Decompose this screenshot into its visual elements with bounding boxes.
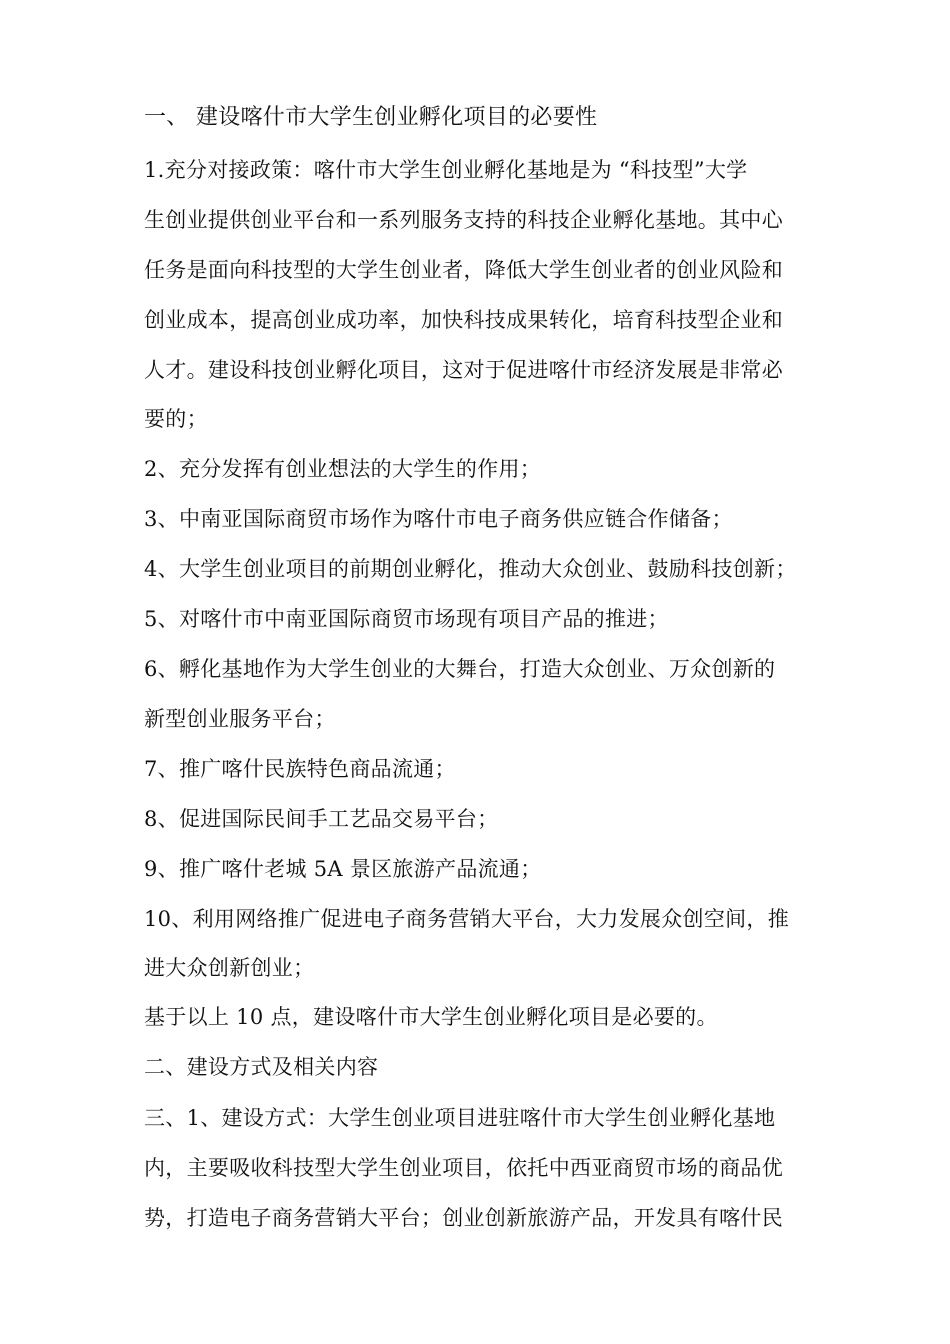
list-item-8: 8、促进国际民间手工艺品交易平台；	[144, 807, 499, 831]
section-heading-2: 二、建设方式及相关内容	[144, 1055, 379, 1079]
paragraph-line: 要的；	[144, 407, 208, 431]
paragraph-line: 人才。建设科技创业孵化项目，这对于促进喀什市经济发展是非常必	[144, 358, 783, 382]
paragraph-line: 生创业提供创业平台和一系列服务支持的科技企业孵化基地。其中心	[144, 208, 783, 232]
list-item-3: 3、中南亚国际商贸市场作为喀什市电子商务供应链合作储备；	[144, 507, 733, 531]
section-3-line: 势，打造电子商务营销大平台；创业创新旅游产品，开发具有喀什民	[144, 1206, 783, 1230]
list-item-9: 9、推广喀什老城 5A 景区旅游产品流通；	[144, 857, 542, 881]
list-item-10: 10、利用网络推广促进电子商务营销大平台，大力发展众创空间，推	[144, 907, 790, 931]
paragraph-line: 创业成本，提高创业成功率，加快科技成果转化，培育科技型企业和	[144, 308, 783, 332]
list-item-10-continued: 进大众创新创业；	[144, 956, 315, 980]
section-3-line: 三、1、建设方式：大学生创业项目进驻喀什市大学生创业孵化基地	[144, 1106, 776, 1130]
list-item-2: 2、充分发挥有创业想法的大学生的作用；	[144, 457, 542, 481]
paragraph-line: 1.充分对接政策：喀什市大学生创业孵化基地是为 “科技型”大学	[144, 158, 748, 182]
list-item-4: 4、大学生创业项目的前期创业孵化，推动大众创业、鼓励科技创新；	[144, 557, 797, 581]
list-item-5: 5、对喀什市中南亚国际商贸市场现有项目产品的推进；	[144, 607, 669, 631]
list-item-6-continued: 新型创业服务平台；	[144, 707, 336, 731]
section-heading-1: 一、 建设喀什市大学生创业孵化项目的必要性	[144, 105, 598, 130]
section-3-line: 内，主要吸收科技型大学生创业项目，依托中西亚商贸市场的商品优	[144, 1156, 783, 1180]
list-item-6: 6、孵化基地作为大学生创业的大舞台，打造大众创业、万众创新的	[144, 657, 776, 681]
summary-line: 基于以上 10 点，建设喀什市大学生创业孵化项目是必要的。	[144, 1005, 718, 1029]
list-item-7: 7、推广喀什民族特色商品流通；	[144, 757, 456, 781]
paragraph-line: 任务是面向科技型的大学生创业者，降低大学生创业者的创业风险和	[144, 258, 783, 282]
